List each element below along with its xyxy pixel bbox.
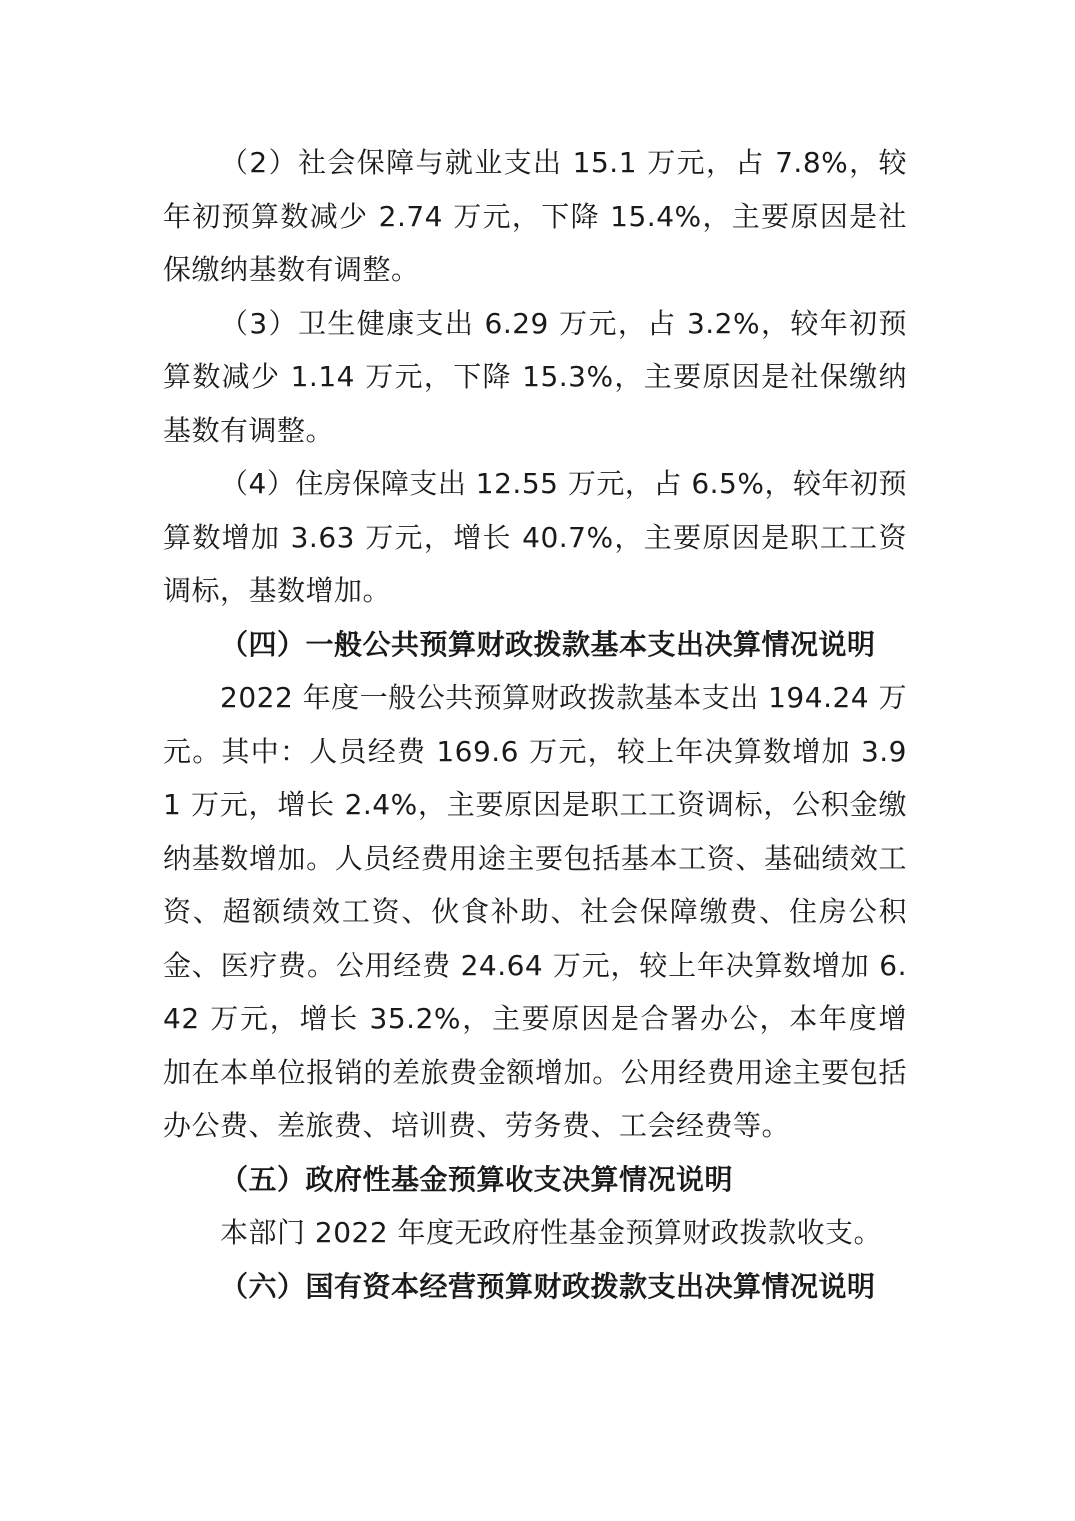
paragraph-housing: （4）住房保障支出 12.55 万元，占 6.5%，较年初预算数增加 3.63 万元，增长 40.7%，主要原因是职工工资调标，基数增加。 — [163, 467, 907, 607]
document-body — [163, 136, 907, 1313]
section-heading-state-capital: （六）国有资本经营预算财政拨款支出决算情况说明 — [220, 1269, 876, 1303]
paragraph-government-fund: 本部门 2022 年度无政府性基金预算财政拨款收支。 — [220, 1216, 883, 1249]
section-heading-government-fund: （五）政府性基金预算收支决算情况说明 — [220, 1162, 734, 1196]
section-heading-basic-expenditure: （四）一般公共预算财政拨款基本支出决算情况说明 — [220, 627, 876, 661]
paragraph-health: （3）卫生健康支出 6.29 万元，占 3.2%，较年初预算数减少 1.14 万元，下降 15.3%，主要原因是社保缴纳基数有调整。 — [163, 306, 907, 447]
paragraph-social-security: （2）社会保障与就业支出 15.1 万元，占 7.8%，较年初预算数减少 2.74 万元，下降 15.4%，主要原因是社保缴纳基数有调整。 — [163, 146, 907, 286]
paragraph-basic-expenditure: 2022 年度一般公共预算财政拨款基本支出 194.24 万元。其中：人员经费 169.6 万元，较上年决算数增加 3.91 万元，增长 2.4%，主要原因是职工工资调标，公积金缴纳基数增加。人员经费用途主要包括基本工资、基础绩效工资、超额绩效工资、伙食补助、社会保障缴费、住房公积金、医疗费。公用经费 24.64 万元，较上年决算数增加 6.42 万元，增长 35.2%，主要原因是合署办公，本年度增加在本单位报销的差旅费金额增加。公用经费用途主要包括办公费、差旅费、培训费、劳务费、工会经费等。 — [163, 681, 907, 1142]
